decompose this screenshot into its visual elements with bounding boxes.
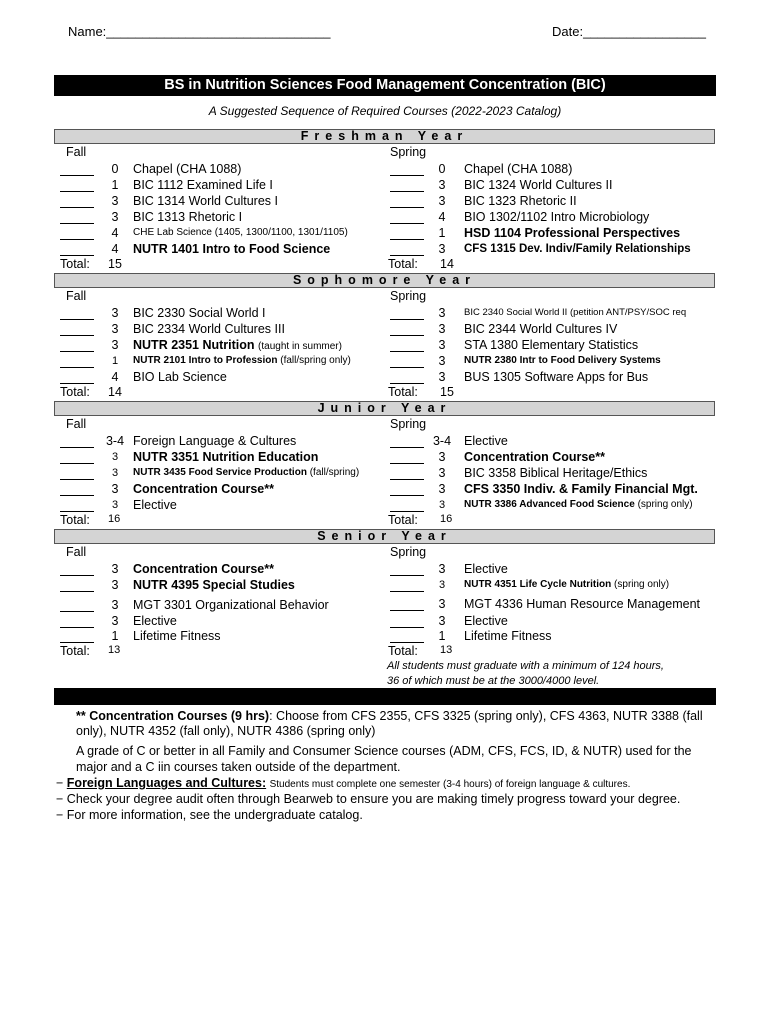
completion-blank[interactable] [390, 469, 424, 480]
fall-total-label: Total: [60, 257, 90, 271]
completion-blank[interactable] [60, 632, 94, 643]
spring-total-label: Total: [388, 257, 418, 271]
course-title: Chapel (CHA 1088) [464, 162, 573, 176]
course-title: BUS 1305 Software Apps for Bus [464, 370, 649, 384]
name-field-label: Name:_______________________________ [68, 24, 331, 39]
completion-blank[interactable] [60, 325, 94, 336]
credit-hours: 3 [111, 562, 119, 576]
completion-blank[interactable] [390, 165, 424, 176]
fall-course-row [60, 321, 380, 337]
course-title: CFS 3350 Indiv. & Family Financial Mgt. [464, 482, 698, 496]
completion-blank[interactable] [60, 581, 94, 592]
completion-blank[interactable] [60, 357, 94, 368]
course-name [464, 481, 698, 497]
fall-total-label: Total: [60, 385, 90, 399]
completion-blank[interactable] [60, 229, 94, 240]
course-availability-note: (fall/spring) [309, 467, 360, 478]
course-name [464, 241, 691, 257]
concentration-note [76, 708, 703, 724]
credit-hours: 1 [111, 355, 119, 367]
course-name [133, 193, 278, 209]
credit-hours: 3 [111, 614, 119, 628]
course-title: NUTR 4351 Life Cycle Nutrition [464, 579, 612, 590]
course-name [464, 596, 700, 612]
completion-blank[interactable] [390, 485, 424, 496]
credit-hours: 3 [111, 598, 119, 612]
completion-blank[interactable] [60, 501, 94, 512]
spring-course-row [390, 628, 710, 644]
course-name [464, 193, 577, 209]
fall-course-row [60, 369, 380, 385]
course-title: Elective [464, 614, 508, 628]
spring-course-row [390, 481, 710, 497]
course-title: NUTR 3386 Advanced Food Science [464, 499, 635, 510]
course-name [464, 225, 680, 241]
foreign-language-heading: Foreign Languages and Cultures: [66, 776, 267, 790]
course-name [464, 628, 552, 644]
completion-blank[interactable] [390, 632, 424, 643]
fall-course-row [60, 161, 380, 177]
credit-hours: 3 [111, 467, 119, 479]
course-name [133, 597, 329, 613]
spring-course-row [390, 161, 710, 177]
course-name [133, 321, 285, 337]
credit-hours: 3 [111, 338, 119, 352]
footer-divider-bar [54, 688, 716, 705]
completion-blank[interactable] [60, 197, 94, 208]
spring-total-label: Total: [388, 385, 418, 399]
course-title: BIC 1314 World Cultures I [133, 194, 278, 208]
graduation-note-line-1: All students must graduate with a minimum of 124 hours, [387, 660, 664, 672]
fall-label: Fall [66, 145, 87, 159]
course-name [133, 561, 274, 577]
credit-hours: 3 [438, 499, 446, 511]
grade-note-line-1: A grade of C or better in all Family and Consumer Science courses (ADM, CFS, FCS, ID, & NUTR) used for the [76, 744, 692, 758]
spring-label: Spring [390, 145, 427, 159]
course-availability-note: (spring only) [614, 579, 670, 590]
course-name [464, 577, 669, 593]
fall-label: Fall [66, 545, 87, 559]
fall-label: Fall [66, 417, 87, 431]
fall-course-row [60, 481, 380, 497]
credit-hours: 3 [111, 482, 119, 496]
spring-course-row [390, 465, 710, 481]
course-name [464, 497, 693, 513]
fall-course-row [60, 353, 380, 369]
spring-total-hours: 15 [440, 385, 454, 399]
credit-hours: 3 [111, 322, 119, 336]
fall-total-hours: 16 [108, 513, 121, 525]
spring-course-row [390, 596, 710, 612]
credit-hours: 3 [438, 306, 446, 320]
completion-blank[interactable] [390, 501, 424, 512]
fall-total-hours: 14 [108, 385, 122, 399]
spring-course-row [390, 497, 710, 513]
credit-hours: 3 [438, 242, 446, 256]
spring-course-row [390, 225, 710, 241]
graduation-note-line-2: 36 of which must be at the 3000/4000 level. [387, 675, 600, 687]
course-title: Concentration Course** [464, 450, 605, 464]
credit-hours: 3 [438, 466, 446, 480]
completion-blank[interactable] [60, 309, 94, 320]
course-title: NUTR 1401 Intro to Food Science [133, 242, 331, 256]
course-title: NUTR 3351 Nutrition Education [133, 450, 319, 464]
completion-blank[interactable] [390, 181, 424, 192]
spring-total-hours: 16 [440, 513, 453, 525]
fall-course-row [60, 177, 380, 193]
course-title: Foreign Language & Cultures [133, 434, 297, 448]
credit-hours: 3 [438, 579, 446, 591]
fall-course-row [60, 241, 380, 257]
course-title: MGT 3301 Organizational Behavior [133, 598, 329, 612]
fall-course-row [60, 449, 380, 465]
course-name [133, 613, 177, 629]
credit-hours: 3-4 [105, 434, 125, 448]
credit-hours: 3 [438, 562, 446, 576]
course-name [133, 497, 177, 513]
course-name [464, 433, 508, 449]
credit-hours: 3 [111, 451, 119, 463]
fall-course-row [60, 209, 380, 225]
completion-blank[interactable] [390, 309, 424, 320]
spring-course-row [390, 321, 710, 337]
course-name [133, 305, 265, 321]
credit-hours: 3 [111, 306, 119, 320]
year-header: Junior Year [54, 401, 715, 416]
fall-total-label: Total: [60, 513, 90, 527]
spring-course-row [390, 337, 710, 353]
course-title: BIO Lab Science [133, 370, 227, 384]
completion-blank[interactable] [60, 341, 94, 352]
grade-note-line-2: major and a C iin courses taken outside of the department. [76, 760, 401, 774]
course-title: NUTR 2101 Intro to Profession [133, 355, 278, 366]
course-title: Chapel (CHA 1088) [133, 162, 242, 176]
course-name [133, 628, 221, 644]
completion-blank[interactable] [390, 600, 424, 611]
course-title: CFS 1315 Dev. Indiv/Family Relationships [464, 243, 691, 255]
page-subtitle: A Suggested Sequence of Required Courses (2022-2023 Catalog) [208, 104, 562, 118]
course-name [464, 613, 508, 629]
credit-hours: 4 [111, 370, 119, 384]
spring-course-row [390, 353, 710, 369]
spring-course-row [390, 193, 710, 209]
course-name [464, 305, 686, 321]
credit-hours: 3 [438, 450, 446, 464]
course-name [464, 177, 612, 193]
course-name [133, 369, 227, 385]
course-title: BIC 2330 Social World I [133, 306, 266, 320]
credit-hours: 3 [111, 499, 119, 511]
fall-course-row [60, 433, 380, 449]
course-title: BIO 1302/1102 Intro Microbiology [464, 210, 650, 224]
credit-hours: 3 [438, 597, 446, 611]
completion-blank[interactable] [60, 565, 94, 576]
bullet-dash: − [56, 808, 64, 822]
course-name [464, 321, 617, 337]
credit-hours: 3 [438, 178, 446, 192]
credit-hours: 3 [111, 210, 119, 224]
spring-course-row [390, 305, 710, 321]
course-name [133, 161, 241, 177]
concentration-heading: ** Concentration Courses (9 hrs) [76, 709, 270, 723]
spring-label: Spring [390, 545, 427, 559]
completion-blank[interactable] [60, 213, 94, 224]
completion-blank[interactable] [390, 617, 424, 628]
credit-hours: 1 [111, 178, 119, 192]
date-field-label: Date:_________________ [552, 24, 706, 39]
spring-course-row [390, 449, 710, 465]
completion-blank[interactable] [390, 437, 424, 448]
concentration-text-2: only), NUTR 4352 (fall only), NUTR 4386 (spring only) [76, 724, 376, 738]
completion-blank[interactable] [60, 245, 94, 256]
fall-course-row [60, 497, 380, 513]
concentration-text-1: : Choose from CFS 2355, CFS 3325 (spring only), CFS 4363, NUTR 3388 (fall [269, 709, 703, 723]
spring-course-row [390, 433, 710, 449]
fall-total-label: Total: [60, 644, 90, 658]
completion-blank[interactable] [60, 617, 94, 628]
course-title: NUTR 3435 Food Service Production [133, 467, 307, 478]
course-name [133, 449, 318, 465]
course-title: CHE Lab Science (1405, 1300/1100, 1301/1105) [133, 227, 348, 238]
fall-course-row [60, 225, 380, 241]
credit-hours: 3 [438, 614, 446, 628]
course-title: BIC 3358 Biblical Heritage/Ethics [464, 466, 648, 480]
completion-blank[interactable] [60, 181, 94, 192]
course-title: BIC 1323 Rhetoric II [464, 194, 577, 208]
completion-blank[interactable] [390, 245, 424, 256]
credit-hours: 3 [438, 322, 446, 336]
course-name [133, 209, 242, 225]
completion-blank[interactable] [60, 601, 94, 612]
course-title: BIC 1112 Examined Life I [133, 178, 273, 192]
credit-hours: 3-4 [432, 434, 452, 448]
completion-blank[interactable] [60, 469, 94, 480]
completion-blank[interactable] [60, 437, 94, 448]
spring-total-label: Total: [388, 513, 418, 527]
fall-course-row [60, 465, 380, 481]
spring-label: Spring [390, 417, 427, 431]
year-header: Freshman Year [54, 129, 715, 144]
course-availability-note: (fall/spring only) [280, 355, 351, 366]
course-title: NUTR 4395 Special Studies [133, 578, 295, 592]
fall-course-row [60, 561, 380, 577]
credit-hours: 3 [438, 370, 446, 384]
spring-course-row [390, 577, 710, 593]
fall-course-row [60, 305, 380, 321]
completion-blank[interactable] [390, 373, 424, 384]
fall-course-row [60, 193, 380, 209]
course-name [464, 337, 638, 353]
fall-course-row [60, 577, 380, 593]
degree-audit-note [56, 791, 680, 807]
course-name [133, 353, 351, 369]
course-title: MGT 4336 Human Resource Management [464, 597, 700, 611]
course-name [464, 209, 649, 225]
credit-hours: 3 [438, 482, 446, 496]
course-name [133, 177, 273, 193]
course-title: BIC 1313 Rhetoric I [133, 210, 243, 224]
course-title: Elective [464, 434, 508, 448]
completion-blank[interactable] [390, 357, 424, 368]
course-availability-note: (taught in summer) [258, 341, 342, 352]
completion-blank[interactable] [60, 485, 94, 496]
course-title: Concentration Course** [133, 482, 274, 496]
fall-course-row [60, 628, 380, 644]
completion-blank[interactable] [60, 453, 94, 464]
credit-hours: 3 [438, 338, 446, 352]
course-name [464, 449, 605, 465]
bullet-dash: − [56, 792, 64, 806]
foreign-language-text: Students must complete one semester (3-4 hours) of foreign language & cultures. [269, 779, 631, 790]
completion-blank[interactable] [60, 165, 94, 176]
year-header: Senior Year [54, 529, 715, 544]
completion-blank[interactable] [390, 341, 424, 352]
completion-blank[interactable] [390, 213, 424, 224]
more-info-note [56, 807, 363, 823]
course-name [133, 481, 274, 497]
fall-course-row [60, 337, 380, 353]
fall-label: Fall [66, 289, 87, 303]
credit-hours: 0 [111, 162, 119, 176]
degree-audit-text: Check your degree audit often through Bearweb to ensure you are making timely progress toward your degree. [66, 792, 681, 806]
completion-blank[interactable] [390, 325, 424, 336]
course-name [464, 369, 648, 385]
spring-course-row [390, 177, 710, 193]
course-title: Elective [133, 614, 177, 628]
credit-hours: 1 [111, 629, 119, 643]
course-title: BIC 1324 World Cultures II [464, 178, 613, 192]
course-name [464, 353, 661, 369]
year-header: Sophomore Year [54, 273, 715, 288]
spring-label: Spring [390, 289, 427, 303]
course-name [464, 465, 647, 481]
course-availability-note: (spring only) [637, 499, 693, 510]
course-name [133, 241, 330, 257]
course-name [464, 561, 508, 577]
course-title: BIC 2340 Social World II (petition ANT/PSY/SOC req [464, 307, 687, 318]
credit-hours: 0 [438, 162, 446, 176]
course-title: Concentration Course** [133, 562, 274, 576]
fall-course-row [60, 613, 380, 629]
course-title: Lifetime Fitness [464, 629, 552, 643]
course-name [464, 161, 572, 177]
course-name [133, 577, 295, 593]
page-title: BS in Nutrition Sciences Food Management Concentration (BIC) [54, 75, 716, 96]
course-title: NUTR 2380 Intr to Food Delivery Systems [464, 355, 661, 366]
credit-hours: 3 [438, 194, 446, 208]
course-title: STA 1380 Elementary Statistics [464, 338, 639, 352]
course-title: Elective [133, 498, 177, 512]
credit-hours: 4 [111, 226, 119, 240]
spring-total-hours: 14 [440, 257, 454, 271]
course-name [133, 465, 359, 481]
spring-course-row [390, 613, 710, 629]
credit-hours: 3 [438, 354, 446, 368]
course-name [133, 433, 296, 449]
course-title: NUTR 2351 Nutrition [133, 338, 255, 352]
spring-course-row [390, 561, 710, 577]
completion-blank[interactable] [390, 229, 424, 240]
completion-blank[interactable] [390, 565, 424, 576]
course-title: BIC 2334 World Cultures III [133, 322, 285, 336]
spring-course-row [390, 369, 710, 385]
credit-hours: 1 [438, 629, 446, 643]
bullet-dash: − [56, 776, 64, 790]
course-title: BIC 2344 World Cultures IV [464, 322, 618, 336]
credit-hours: 4 [111, 242, 119, 256]
completion-blank[interactable] [390, 453, 424, 464]
spring-course-row [390, 209, 710, 225]
course-title: Elective [464, 562, 508, 576]
fall-course-row [60, 597, 380, 613]
course-title: Lifetime Fitness [133, 629, 221, 643]
spring-total-hours: 13 [440, 644, 453, 656]
credit-hours: 3 [111, 194, 119, 208]
completion-blank[interactable] [60, 373, 94, 384]
spring-course-row [390, 241, 710, 257]
more-info-text: For more information, see the undergraduate catalog. [66, 808, 363, 822]
fall-total-hours: 15 [108, 257, 122, 271]
course-name [133, 225, 348, 241]
completion-blank[interactable] [390, 581, 424, 592]
completion-blank[interactable] [390, 197, 424, 208]
credit-hours: 1 [438, 226, 446, 240]
credit-hours: 3 [111, 578, 119, 592]
course-title: HSD 1104 Professional Perspectives [464, 226, 681, 240]
spring-total-label: Total: [388, 644, 418, 658]
fall-total-hours: 13 [108, 644, 121, 656]
credit-hours: 4 [438, 210, 446, 224]
